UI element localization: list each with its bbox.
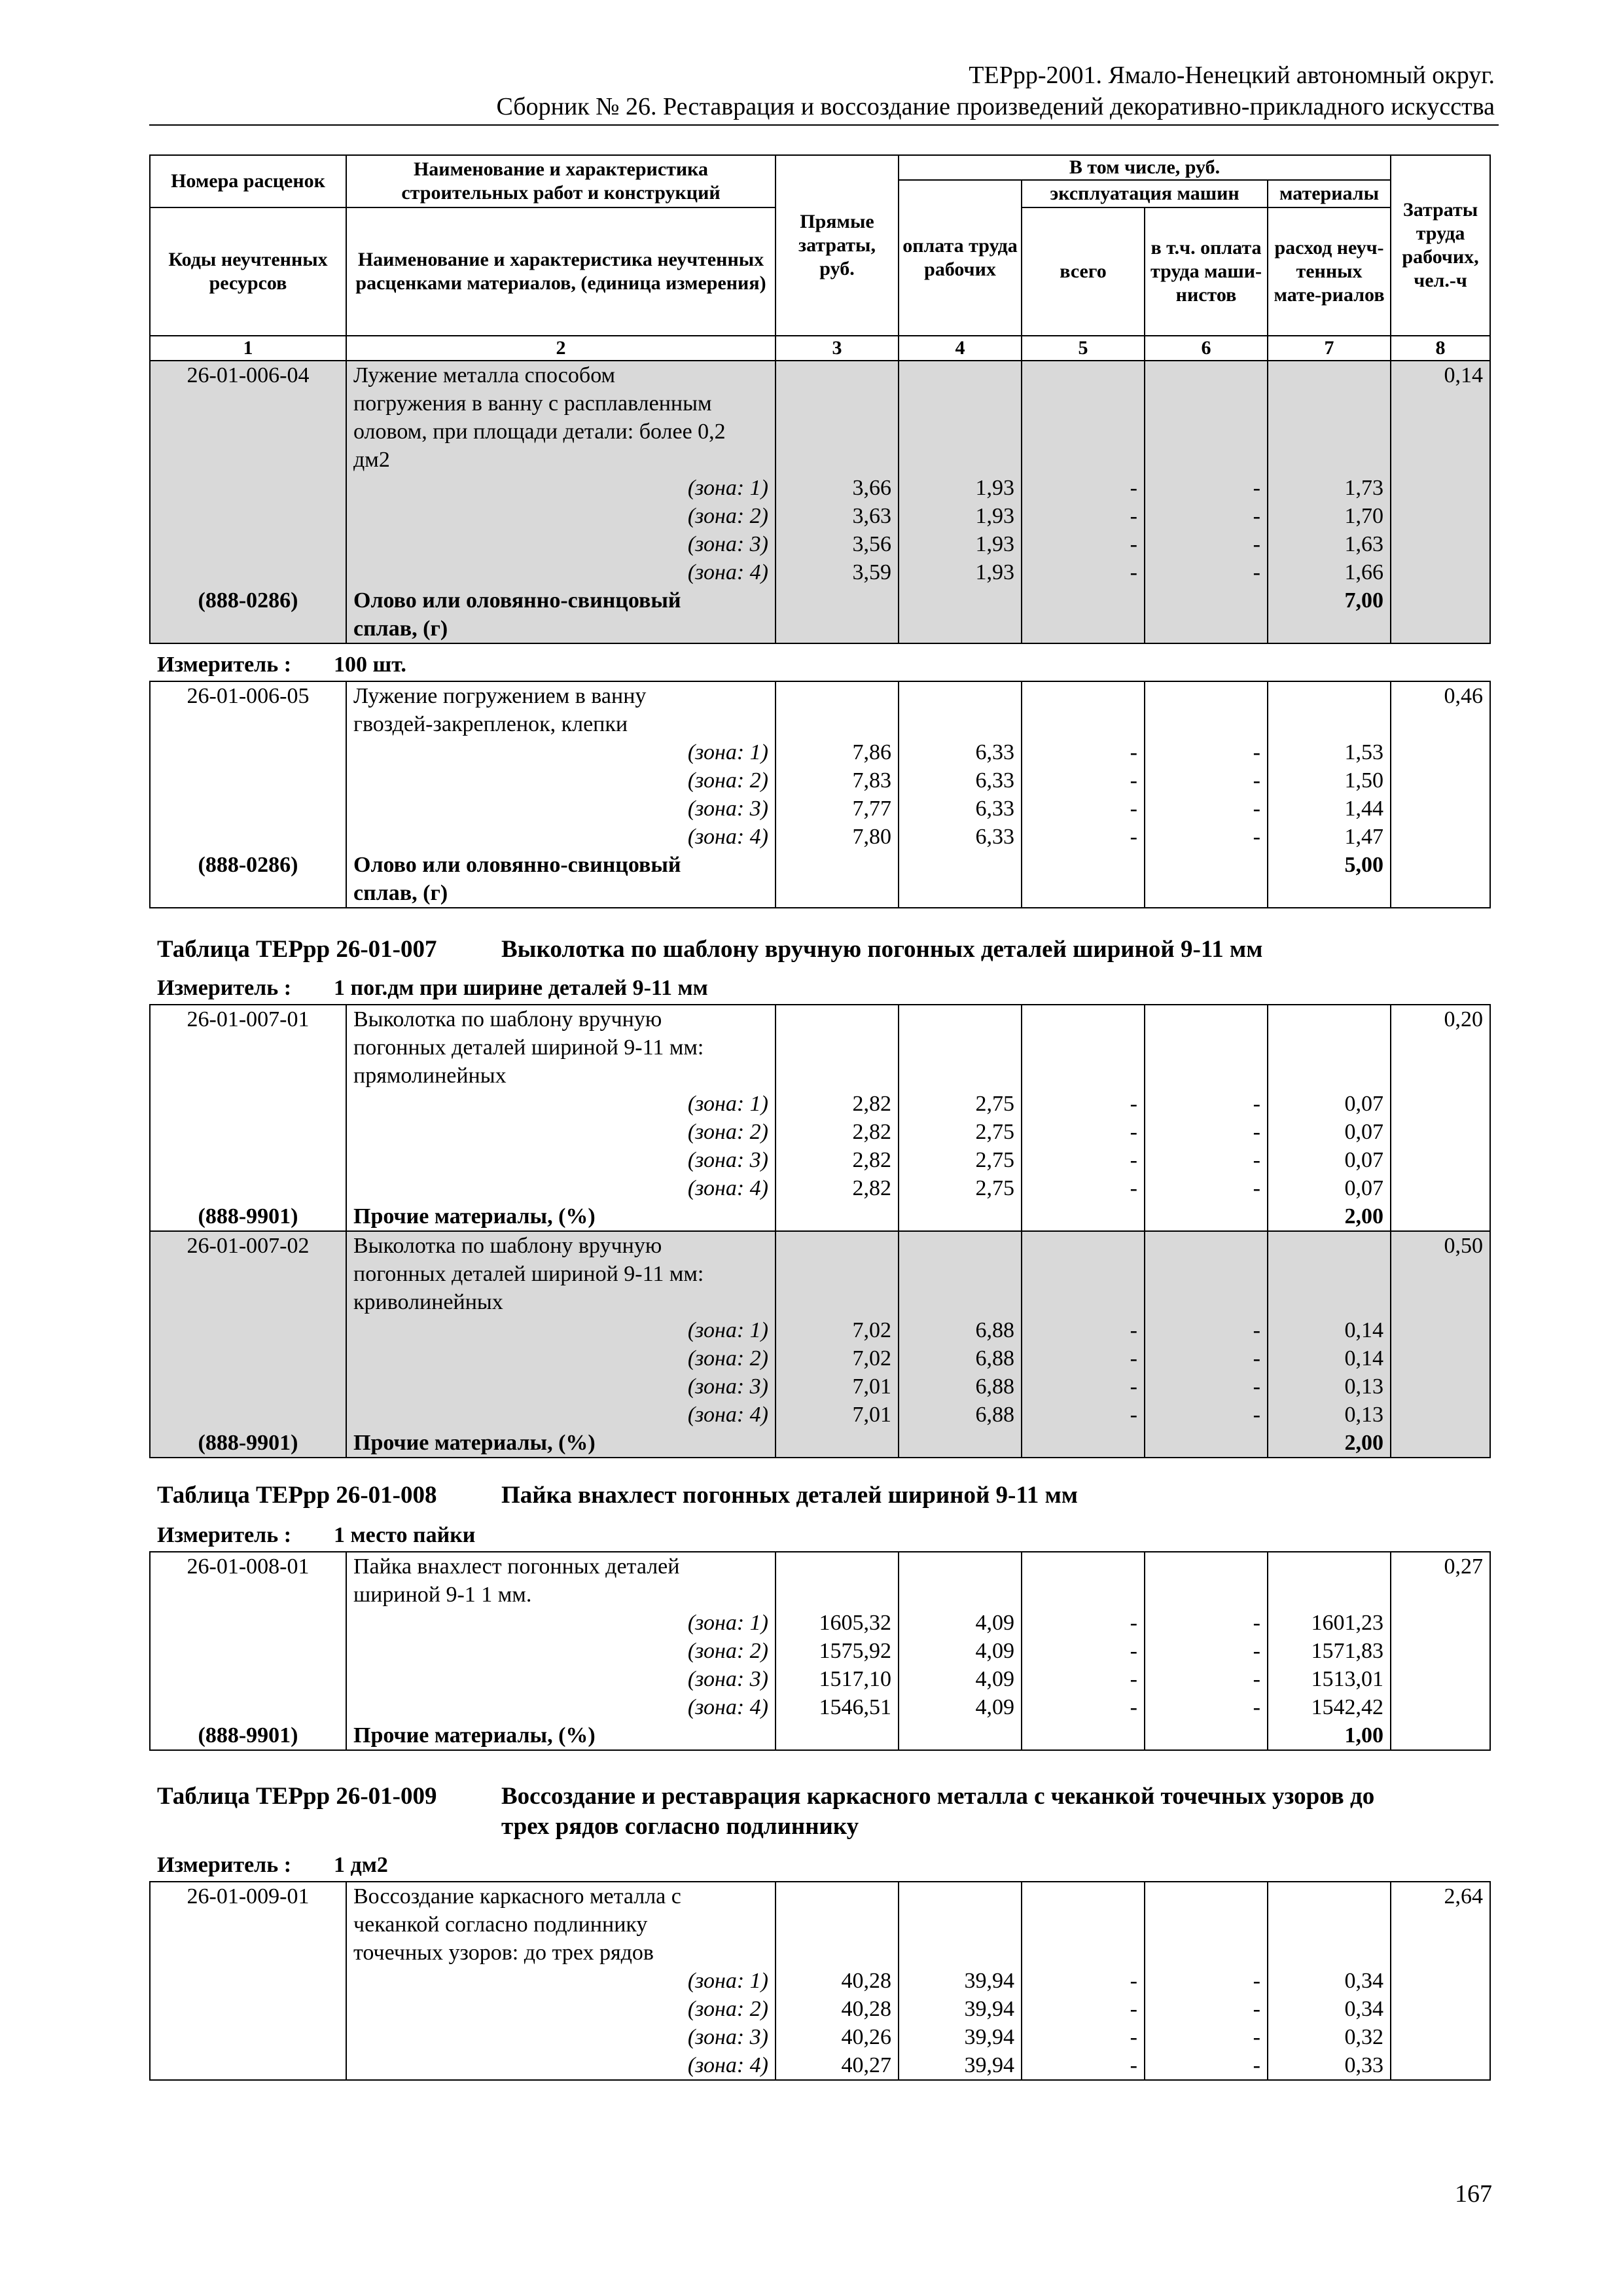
- zone-row: [150, 1609, 1490, 1637]
- materials-cost: 1,44: [1268, 795, 1391, 823]
- machinist-pay: -: [1145, 530, 1268, 558]
- direct-cost: 7,80: [776, 823, 899, 851]
- zone-label: (зона: 4): [346, 823, 776, 851]
- zone-label: (зона: 3): [346, 1372, 776, 1401]
- direct-cost: 1546,51: [776, 1693, 899, 1721]
- machines-total: -: [1022, 1146, 1145, 1174]
- rate-code: 26-01-006-04: [150, 361, 346, 389]
- labor-cost: 0,46: [1391, 681, 1490, 710]
- labor-cost: 0,20: [1391, 1005, 1490, 1033]
- labor-pay: 1,93: [899, 558, 1022, 586]
- col-number: 3: [776, 336, 899, 361]
- rate-code: 26-01-009-01: [150, 1882, 346, 1910]
- resource-row: [150, 1202, 1490, 1231]
- machinist-pay: -: [1145, 1146, 1268, 1174]
- direct-cost: 7,86: [776, 738, 899, 766]
- resource-name: Прочие материалы, (%): [346, 1202, 776, 1231]
- rate-code: 26-01-008-01: [150, 1552, 346, 1581]
- col-machines: эксплуатация машин: [1022, 180, 1268, 207]
- measure-line: [157, 1522, 476, 1549]
- materials-cost: 0,13: [1268, 1401, 1391, 1429]
- machinist-pay: -: [1145, 1967, 1268, 1995]
- zone-row: [150, 738, 1490, 766]
- machinist-pay: -: [1145, 502, 1268, 530]
- machinist-pay: -: [1145, 1344, 1268, 1372]
- materials-cost: 0,34: [1268, 1967, 1391, 1995]
- rate-name: чеканкой согласно подлиннику: [346, 1910, 776, 1939]
- resource-row: [150, 851, 1490, 879]
- machines-total: -: [1022, 2023, 1145, 2051]
- table-row: [150, 1231, 1490, 1260]
- materials-cost: 1,53: [1268, 738, 1391, 766]
- rate-table-26-01-009: [149, 1881, 1491, 2081]
- labor-cost: 0,50: [1391, 1231, 1490, 1260]
- machinist-pay: -: [1145, 1118, 1268, 1146]
- labor-pay: 39,94: [899, 2023, 1022, 2051]
- machines-total: -: [1022, 1401, 1145, 1429]
- rate-table-26-01-006-04: [149, 360, 1491, 644]
- col-number: 2: [346, 336, 776, 361]
- header-rule: [149, 124, 1499, 126]
- resource-consumption: 2,00: [1268, 1429, 1391, 1458]
- machines-total: -: [1022, 1967, 1145, 1995]
- machines-total: -: [1022, 530, 1145, 558]
- zone-row: [150, 558, 1490, 586]
- rate-name: прямолинейных: [346, 1062, 776, 1090]
- labor-pay: 6,88: [899, 1401, 1022, 1429]
- measure-value: 1 дм2: [334, 1853, 388, 1877]
- zone-label: (зона: 1): [346, 1090, 776, 1118]
- zone-row: [150, 1967, 1490, 1995]
- resource-name: Прочие материалы, (%): [346, 1429, 776, 1458]
- labor-pay: 4,09: [899, 1693, 1022, 1721]
- machinist-pay: -: [1145, 795, 1268, 823]
- direct-cost: 7,02: [776, 1316, 899, 1344]
- zone-label: (зона: 4): [346, 1401, 776, 1429]
- resource-consumption: 1,00: [1268, 1721, 1391, 1750]
- table-caption: [157, 1480, 1078, 1511]
- resource-name: Олово или оловянно-свинцовый: [346, 851, 776, 879]
- labor-cost: 0,27: [1391, 1552, 1490, 1581]
- machinist-pay: -: [1145, 1401, 1268, 1429]
- table-number: Таблица ТЕРрр 26-01-009: [157, 1783, 437, 1810]
- zone-label: (зона: 1): [346, 474, 776, 502]
- zone-label: (зона: 2): [346, 766, 776, 795]
- machines-total: -: [1022, 1372, 1145, 1401]
- measure-line: [157, 652, 406, 678]
- col-number: 5: [1022, 336, 1145, 361]
- zone-row: [150, 474, 1490, 502]
- rate-code: 26-01-007-02: [150, 1231, 346, 1260]
- col-number: 6: [1145, 336, 1268, 361]
- zone-row: [150, 1693, 1490, 1721]
- zone-label: (зона: 3): [346, 1665, 776, 1693]
- resource-consumption: 5,00: [1268, 851, 1391, 879]
- resource-name: Прочие материалы, (%): [346, 1721, 776, 1750]
- resource-row: [150, 586, 1490, 615]
- machines-total: -: [1022, 474, 1145, 502]
- zone-label: (зона: 2): [346, 502, 776, 530]
- machines-total: -: [1022, 1118, 1145, 1146]
- direct-cost: 2,82: [776, 1118, 899, 1146]
- machinist-pay: -: [1145, 1609, 1268, 1637]
- machines-total: -: [1022, 1665, 1145, 1693]
- direct-cost: 1517,10: [776, 1665, 899, 1693]
- table-title: трех рядов согласно подлиннику: [501, 1813, 859, 1840]
- rate-code: 26-01-006-05: [150, 681, 346, 710]
- rate-name: оловом, при площади детали: более 0,2: [346, 418, 776, 446]
- col-labor-pay: оплата труда рабочих: [899, 180, 1022, 336]
- zone-row: [150, 1146, 1490, 1174]
- table-row: [150, 681, 1490, 710]
- direct-cost: 2,82: [776, 1174, 899, 1202]
- labor-pay: 6,33: [899, 766, 1022, 795]
- machinist-pay: -: [1145, 1090, 1268, 1118]
- machinist-pay: -: [1145, 1372, 1268, 1401]
- running-header-line1: ТЕРрр-2001. Ямало-Ненецкий автономный округ.: [969, 62, 1495, 89]
- direct-cost: 3,59: [776, 558, 899, 586]
- col-machines-total: всего: [1022, 207, 1145, 336]
- direct-cost: 40,28: [776, 1967, 899, 1995]
- machinist-pay: -: [1145, 1316, 1268, 1344]
- zone-label: (зона: 1): [346, 738, 776, 766]
- measure-value: 1 место пайки: [334, 1523, 476, 1547]
- zone-row: [150, 1316, 1490, 1344]
- running-header-line2: Сборник № 26. Реставрация и воссоздание произведений декоративно-прикладного искусства: [496, 93, 1495, 120]
- table-title: Воссоздание и реставрация каркасного металла с чеканкой точечных узоров до: [501, 1783, 1375, 1810]
- labor-pay: 1,93: [899, 530, 1022, 558]
- table-row: [150, 1005, 1490, 1033]
- zone-label: (зона: 4): [346, 1693, 776, 1721]
- measure-line: [157, 1852, 388, 1878]
- machinist-pay: -: [1145, 823, 1268, 851]
- materials-cost: 0,13: [1268, 1372, 1391, 1401]
- zone-label: (зона: 2): [346, 1995, 776, 2023]
- labor-pay: 1,93: [899, 474, 1022, 502]
- table-title: Выколотка по шаблону вручную погонных деталей шириной 9-11 мм: [501, 936, 1263, 963]
- materials-cost: 0,33: [1268, 2051, 1391, 2080]
- direct-cost: 7,02: [776, 1344, 899, 1372]
- resource-row: [150, 1721, 1490, 1750]
- measure-value: 1 пог.дм при ширине деталей 9-11 мм: [334, 976, 708, 1000]
- labor-pay: 39,94: [899, 2051, 1022, 2080]
- machinist-pay: -: [1145, 474, 1268, 502]
- zone-row: [150, 1995, 1490, 2023]
- materials-cost: 1,47: [1268, 823, 1391, 851]
- labor-pay: 6,33: [899, 795, 1022, 823]
- page-number: 167: [1455, 2180, 1492, 2208]
- materials-cost: 0,14: [1268, 1344, 1391, 1372]
- direct-cost: 7,83: [776, 766, 899, 795]
- col-work-name: Наименование и характеристика строительных работ и конструкций: [346, 155, 776, 207]
- rate-code: 26-01-007-01: [150, 1005, 346, 1033]
- zone-label: (зона: 1): [346, 1316, 776, 1344]
- col-material-consumption: расход неуч-тенных мате-риалов: [1268, 207, 1391, 336]
- zone-label: (зона: 4): [346, 558, 776, 586]
- zone-row: [150, 1401, 1490, 1429]
- machinist-pay: -: [1145, 738, 1268, 766]
- zone-row: [150, 1344, 1490, 1372]
- column-header-table: [149, 154, 1491, 361]
- materials-cost: 1,73: [1268, 474, 1391, 502]
- machinist-pay: -: [1145, 1665, 1268, 1693]
- table-title: Пайка внахлест погонных деталей шириной 9-11 мм: [501, 1482, 1078, 1509]
- zone-row: [150, 2051, 1490, 2080]
- col-rate-number: Номера расценок: [150, 155, 346, 207]
- machines-total: -: [1022, 1693, 1145, 1721]
- col-machinist-pay: в т.ч. оплата труда маши-нистов: [1145, 207, 1268, 336]
- rate-name: дм2: [346, 446, 776, 474]
- resource-name: Олово или оловянно-свинцовый: [346, 586, 776, 615]
- machines-total: -: [1022, 1090, 1145, 1118]
- materials-cost: 1,63: [1268, 530, 1391, 558]
- direct-cost: 3,63: [776, 502, 899, 530]
- table-caption: [157, 1782, 1375, 1812]
- rate-table-26-01-007: [149, 1004, 1491, 1458]
- rate-name: погонных деталей шириной 9-11 мм:: [346, 1260, 776, 1288]
- zone-row: [150, 1372, 1490, 1401]
- machines-total: -: [1022, 1637, 1145, 1665]
- machines-total: -: [1022, 823, 1145, 851]
- rate-name: Лужение металла способом: [346, 361, 776, 389]
- direct-cost: 7,77: [776, 795, 899, 823]
- direct-cost: 7,01: [776, 1401, 899, 1429]
- col-number: 7: [1268, 336, 1391, 361]
- machinist-pay: -: [1145, 2051, 1268, 2080]
- col-including: В том числе, руб.: [899, 155, 1391, 180]
- machines-total: -: [1022, 1174, 1145, 1202]
- zone-row: [150, 1118, 1490, 1146]
- zone-row: [150, 766, 1490, 795]
- rate-name: шириной 9-1 1 мм.: [346, 1581, 776, 1609]
- zone-label: (зона: 2): [346, 1637, 776, 1665]
- table-row: [150, 1882, 1490, 1910]
- table-row: [150, 1552, 1490, 1581]
- labor-cost: 2,64: [1391, 1882, 1490, 1910]
- materials-cost: 1571,83: [1268, 1637, 1391, 1665]
- machines-total: -: [1022, 1316, 1145, 1344]
- measure-value: 100 шт.: [334, 653, 406, 677]
- col-labor-costs: Затраты труда рабочих, чел.-ч: [1391, 155, 1490, 336]
- materials-cost: 0,34: [1268, 1995, 1391, 2023]
- measure-label: Измеритель :: [157, 976, 292, 1000]
- zone-label: (зона: 4): [346, 2051, 776, 2080]
- labor-pay: 2,75: [899, 1118, 1022, 1146]
- machines-total: -: [1022, 795, 1145, 823]
- labor-pay: 2,75: [899, 1174, 1022, 1202]
- machines-total: -: [1022, 502, 1145, 530]
- materials-cost: 0,32: [1268, 2023, 1391, 2051]
- column-numbers-row: [150, 336, 1490, 361]
- zone-label: (зона: 1): [346, 1609, 776, 1637]
- machinist-pay: -: [1145, 558, 1268, 586]
- labor-pay: 39,94: [899, 1995, 1022, 2023]
- labor-pay: 6,88: [899, 1344, 1022, 1372]
- direct-cost: 3,56: [776, 530, 899, 558]
- zone-row: [150, 502, 1490, 530]
- zone-label: (зона: 3): [346, 530, 776, 558]
- machines-total: -: [1022, 1995, 1145, 2023]
- resource-consumption: 7,00: [1268, 586, 1391, 615]
- machinist-pay: -: [1145, 1174, 1268, 1202]
- zone-label: (зона: 4): [346, 1174, 776, 1202]
- measure-label: Измеритель :: [157, 653, 292, 677]
- labor-pay: 4,09: [899, 1665, 1022, 1693]
- resource-code: (888-9901): [150, 1429, 346, 1458]
- direct-cost: 2,82: [776, 1146, 899, 1174]
- machines-total: -: [1022, 766, 1145, 795]
- direct-cost: 1575,92: [776, 1637, 899, 1665]
- materials-cost: 0,07: [1268, 1118, 1391, 1146]
- zone-row: [150, 1174, 1490, 1202]
- labor-pay: 1,93: [899, 502, 1022, 530]
- rate-name: криволинейных: [346, 1288, 776, 1316]
- materials-cost: 0,07: [1268, 1146, 1391, 1174]
- direct-cost: 40,28: [776, 1995, 899, 2023]
- col-number: 8: [1391, 336, 1490, 361]
- resource-code: (888-9901): [150, 1202, 346, 1231]
- rate-name: Лужение погружением в ванну: [346, 681, 776, 710]
- zone-label: (зона: 3): [346, 795, 776, 823]
- direct-cost: 2,82: [776, 1090, 899, 1118]
- zone-row: [150, 2023, 1490, 2051]
- zone-row: [150, 795, 1490, 823]
- zone-label: (зона: 1): [346, 1967, 776, 1995]
- direct-cost: 40,26: [776, 2023, 899, 2051]
- col-resource-codes: Коды неучтенных ресурсов: [150, 207, 346, 336]
- machines-total: -: [1022, 1344, 1145, 1372]
- col-materials: материалы: [1268, 180, 1391, 207]
- table-number: Таблица ТЕРрр 26-01-008: [157, 1482, 437, 1509]
- rate-table-26-01-006-05: [149, 681, 1491, 908]
- rate-name: Воссоздание каркасного металла с: [346, 1882, 776, 1910]
- materials-cost: 0,07: [1268, 1174, 1391, 1202]
- labor-pay: 6,88: [899, 1316, 1022, 1344]
- resource-consumption: 2,00: [1268, 1202, 1391, 1231]
- machinist-pay: -: [1145, 1693, 1268, 1721]
- machinist-pay: -: [1145, 1637, 1268, 1665]
- zone-label: (зона: 3): [346, 1146, 776, 1174]
- rate-name: Пайка внахлест погонных деталей: [346, 1552, 776, 1581]
- col-direct-costs: Прямые затраты, руб.: [776, 155, 899, 336]
- labor-pay: 6,33: [899, 738, 1022, 766]
- labor-pay: 4,09: [899, 1637, 1022, 1665]
- measure-line: [157, 975, 708, 1001]
- zone-row: [150, 1665, 1490, 1693]
- materials-cost: 0,14: [1268, 1316, 1391, 1344]
- measure-label: Измеритель :: [157, 1853, 292, 1877]
- machines-total: -: [1022, 558, 1145, 586]
- machinist-pay: -: [1145, 1995, 1268, 2023]
- col-material-name: Наименование и характеристика неучтенных расценками материалов, (единица измерения): [346, 207, 776, 336]
- materials-cost: 1513,01: [1268, 1665, 1391, 1693]
- direct-cost: 3,66: [776, 474, 899, 502]
- table-caption: [157, 935, 1263, 965]
- rate-name: погружения в ванну с расплавленным: [346, 389, 776, 418]
- zone-label: (зона: 2): [346, 1118, 776, 1146]
- resource-name: сплав, (г): [346, 615, 776, 643]
- rate-name: Выколотка по шаблону вручную: [346, 1231, 776, 1260]
- direct-cost: 1605,32: [776, 1609, 899, 1637]
- table-row: [150, 361, 1490, 389]
- labor-pay: 4,09: [899, 1609, 1022, 1637]
- materials-cost: 0,07: [1268, 1090, 1391, 1118]
- resource-name: сплав, (г): [346, 879, 776, 908]
- zone-label: (зона: 3): [346, 2023, 776, 2051]
- measure-label: Измеритель :: [157, 1523, 292, 1547]
- rate-name: Выколотка по шаблону вручную: [346, 1005, 776, 1033]
- zone-row: [150, 1637, 1490, 1665]
- resource-code: (888-9901): [150, 1721, 346, 1750]
- labor-pay: 39,94: [899, 1967, 1022, 1995]
- materials-cost: 1,66: [1268, 558, 1391, 586]
- resource-row: [150, 1429, 1490, 1458]
- materials-cost: 1601,23: [1268, 1609, 1391, 1637]
- labor-pay: 6,33: [899, 823, 1022, 851]
- labor-pay: 2,75: [899, 1146, 1022, 1174]
- materials-cost: 1542,42: [1268, 1693, 1391, 1721]
- col-number: 1: [150, 336, 346, 361]
- machines-total: -: [1022, 1609, 1145, 1637]
- resource-code: (888-0286): [150, 851, 346, 879]
- materials-cost: 1,50: [1268, 766, 1391, 795]
- zone-row: [150, 1090, 1490, 1118]
- materials-cost: 1,70: [1268, 502, 1391, 530]
- col-number: 4: [899, 336, 1022, 361]
- rate-table-26-01-008: [149, 1551, 1491, 1751]
- labor-pay: 2,75: [899, 1090, 1022, 1118]
- rate-name: точечных узоров: до трех рядов: [346, 1939, 776, 1967]
- zone-row: [150, 823, 1490, 851]
- machinist-pay: -: [1145, 2023, 1268, 2051]
- rate-name: погонных деталей шириной 9-11 мм:: [346, 1033, 776, 1062]
- labor-pay: 6,88: [899, 1372, 1022, 1401]
- machinist-pay: -: [1145, 766, 1268, 795]
- labor-cost: 0,14: [1391, 361, 1490, 389]
- zone-row: [150, 530, 1490, 558]
- direct-cost: 40,27: [776, 2051, 899, 2080]
- rate-name: гвоздей-закрепленок, клепки: [346, 710, 776, 738]
- machines-total: -: [1022, 2051, 1145, 2080]
- zone-label: (зона: 2): [346, 1344, 776, 1372]
- table-number: Таблица ТЕРрр 26-01-007: [157, 936, 437, 963]
- resource-code: (888-0286): [150, 586, 346, 615]
- direct-cost: 7,01: [776, 1372, 899, 1401]
- machines-total: -: [1022, 738, 1145, 766]
